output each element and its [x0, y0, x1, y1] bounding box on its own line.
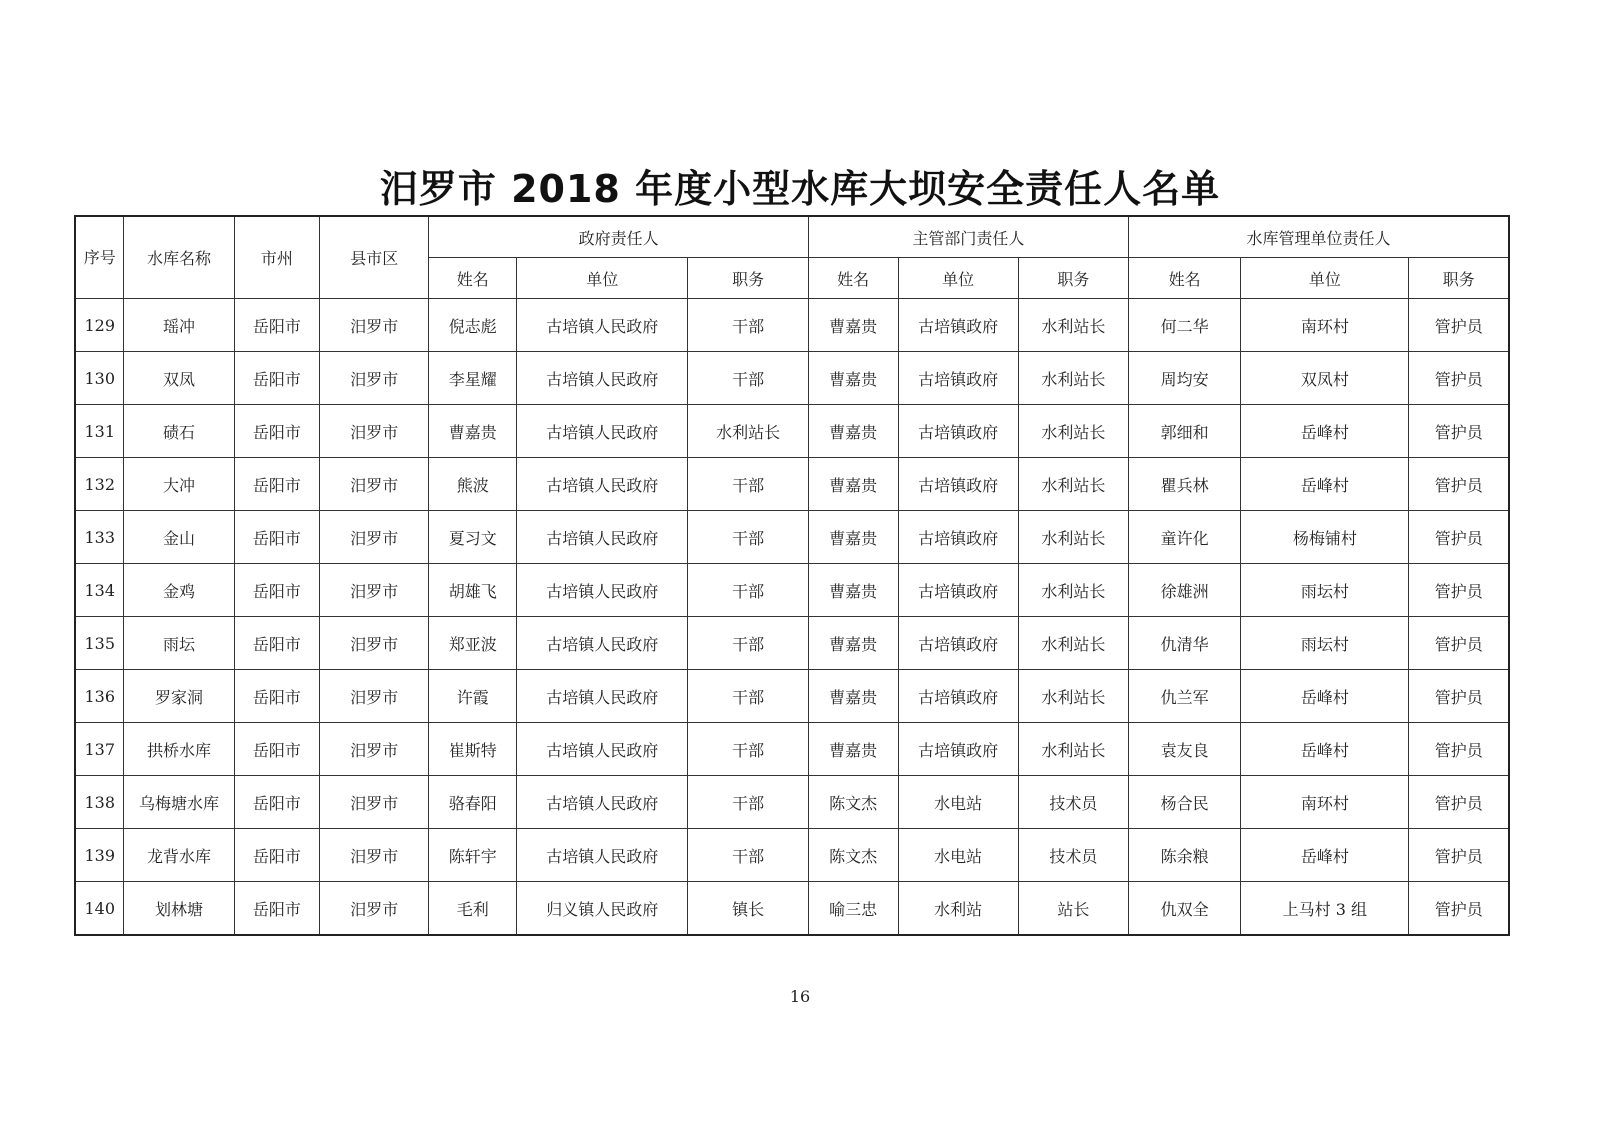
cell-seq: 135 — [75, 617, 124, 670]
cell-gov-name: 毛利 — [429, 882, 517, 936]
cell-gov-name: 夏习文 — [429, 511, 517, 564]
table-row — [75, 352, 1509, 405]
header-reservoir: 水库名称 — [124, 216, 234, 299]
cell-mgmt-unit: 岳峰村 — [1241, 723, 1409, 776]
cell-dept-position: 技术员 — [1018, 829, 1128, 882]
cell-mgmt-name: 瞿兵林 — [1129, 458, 1241, 511]
cell-seq: 134 — [75, 564, 124, 617]
cell-county: 汨罗市 — [320, 723, 429, 776]
cell-mgmt-name: 童许化 — [1129, 511, 1241, 564]
cell-reservoir-name: 划林塘 — [124, 882, 234, 936]
cell-city: 岳阳市 — [234, 829, 320, 882]
cell-gov-unit: 古培镇人民政府 — [517, 299, 688, 352]
cell-gov-position: 干部 — [688, 511, 808, 564]
table-body — [75, 299, 1509, 936]
cell-gov-unit: 归义镇人民政府 — [517, 882, 688, 936]
cell-city: 岳阳市 — [234, 617, 320, 670]
cell-gov-name: 骆春阳 — [429, 776, 517, 829]
cell-dept-unit: 古培镇政府 — [898, 723, 1018, 776]
cell-mgmt-position: 管护员 — [1409, 723, 1509, 776]
cell-city: 岳阳市 — [234, 670, 320, 723]
cell-mgmt-position: 管护员 — [1409, 617, 1509, 670]
cell-gov-unit: 古培镇人民政府 — [517, 723, 688, 776]
table-row — [75, 405, 1509, 458]
header-dept-unit: 单位 — [898, 258, 1018, 299]
cell-dept-name: 陈文杰 — [808, 829, 898, 882]
cell-dept-unit: 古培镇政府 — [898, 458, 1018, 511]
cell-county: 汨罗市 — [320, 617, 429, 670]
cell-mgmt-unit: 上马村 3 组 — [1241, 882, 1409, 936]
table-row — [75, 299, 1509, 352]
header-gov-position: 职务 — [688, 258, 808, 299]
cell-county: 汨罗市 — [320, 352, 429, 405]
cell-mgmt-position: 管护员 — [1409, 776, 1509, 829]
cell-mgmt-unit: 双凤村 — [1241, 352, 1409, 405]
header-row-1 — [75, 216, 1509, 258]
cell-reservoir-name: 大冲 — [124, 458, 234, 511]
cell-mgmt-position: 管护员 — [1409, 352, 1509, 405]
cell-gov-position: 干部 — [688, 299, 808, 352]
cell-seq: 137 — [75, 723, 124, 776]
cell-mgmt-unit: 岳峰村 — [1241, 458, 1409, 511]
cell-mgmt-unit: 南环村 — [1241, 299, 1409, 352]
cell-mgmt-name: 徐雄洲 — [1129, 564, 1241, 617]
table-row — [75, 829, 1509, 882]
cell-city: 岳阳市 — [234, 511, 320, 564]
cell-gov-name: 曹嘉贵 — [429, 405, 517, 458]
cell-seq: 130 — [75, 352, 124, 405]
cell-dept-name: 曹嘉贵 — [808, 564, 898, 617]
header-dept-position: 职务 — [1018, 258, 1128, 299]
cell-reservoir-name: 罗家洞 — [124, 670, 234, 723]
header-gov-name: 姓名 — [429, 258, 517, 299]
cell-gov-unit: 古培镇人民政府 — [517, 617, 688, 670]
cell-dept-unit: 古培镇政府 — [898, 299, 1018, 352]
cell-dept-name: 曹嘉贵 — [808, 458, 898, 511]
responsibility-table — [74, 215, 1510, 936]
cell-gov-unit: 古培镇人民政府 — [517, 405, 688, 458]
cell-mgmt-position: 管护员 — [1409, 511, 1509, 564]
cell-dept-unit: 水电站 — [898, 829, 1018, 882]
cell-mgmt-name: 陈余粮 — [1129, 829, 1241, 882]
cell-mgmt-unit: 岳峰村 — [1241, 829, 1409, 882]
cell-gov-name: 李星耀 — [429, 352, 517, 405]
header-mgmt-position: 职务 — [1409, 258, 1509, 299]
cell-dept-position: 水利站长 — [1018, 617, 1128, 670]
cell-dept-name: 陈文杰 — [808, 776, 898, 829]
cell-dept-name: 喻三忠 — [808, 882, 898, 936]
cell-gov-position: 干部 — [688, 352, 808, 405]
cell-mgmt-name: 何二华 — [1129, 299, 1241, 352]
cell-dept-position: 水利站长 — [1018, 564, 1128, 617]
table-row — [75, 511, 1509, 564]
cell-reservoir-name: 碛石 — [124, 405, 234, 458]
header-mgmt-unit: 单位 — [1241, 258, 1409, 299]
header-city: 市州 — [234, 216, 320, 299]
table-row — [75, 458, 1509, 511]
cell-reservoir-name: 瑶冲 — [124, 299, 234, 352]
cell-mgmt-position: 管护员 — [1409, 829, 1509, 882]
cell-county: 汨罗市 — [320, 882, 429, 936]
cell-county: 汨罗市 — [320, 405, 429, 458]
cell-mgmt-unit: 杨梅铺村 — [1241, 511, 1409, 564]
cell-gov-unit: 古培镇人民政府 — [517, 670, 688, 723]
cell-dept-name: 曹嘉贵 — [808, 511, 898, 564]
cell-mgmt-name: 郭细和 — [1129, 405, 1241, 458]
cell-city: 岳阳市 — [234, 458, 320, 511]
cell-gov-position: 干部 — [688, 670, 808, 723]
cell-mgmt-unit: 岳峰村 — [1241, 670, 1409, 723]
cell-reservoir-name: 龙背水库 — [124, 829, 234, 882]
header-gov-group: 政府责任人 — [429, 216, 808, 258]
cell-dept-unit: 古培镇政府 — [898, 670, 1018, 723]
cell-gov-unit: 古培镇人民政府 — [517, 564, 688, 617]
cell-seq: 139 — [75, 829, 124, 882]
cell-dept-position: 站长 — [1018, 882, 1128, 936]
cell-gov-unit: 古培镇人民政府 — [517, 829, 688, 882]
table-row — [75, 617, 1509, 670]
cell-mgmt-position: 管护员 — [1409, 405, 1509, 458]
cell-dept-name: 曹嘉贵 — [808, 617, 898, 670]
cell-gov-name: 倪志彪 — [429, 299, 517, 352]
cell-city: 岳阳市 — [234, 564, 320, 617]
header-mgmt-name: 姓名 — [1129, 258, 1241, 299]
cell-gov-name: 崔斯特 — [429, 723, 517, 776]
cell-reservoir-name: 雨坛 — [124, 617, 234, 670]
cell-dept-unit: 水电站 — [898, 776, 1018, 829]
cell-seq: 131 — [75, 405, 124, 458]
cell-mgmt-name: 袁友良 — [1129, 723, 1241, 776]
cell-dept-unit: 古培镇政府 — [898, 352, 1018, 405]
cell-mgmt-position: 管护员 — [1409, 299, 1509, 352]
cell-gov-name: 郑亚波 — [429, 617, 517, 670]
cell-gov-name: 陈轩宇 — [429, 829, 517, 882]
cell-city: 岳阳市 — [234, 299, 320, 352]
cell-dept-name: 曹嘉贵 — [808, 405, 898, 458]
cell-dept-name: 曹嘉贵 — [808, 723, 898, 776]
cell-reservoir-name: 拱桥水库 — [124, 723, 234, 776]
cell-mgmt-unit: 岳峰村 — [1241, 405, 1409, 458]
table-row — [75, 564, 1509, 617]
cell-seq: 129 — [75, 299, 124, 352]
cell-mgmt-name: 杨合民 — [1129, 776, 1241, 829]
cell-mgmt-position: 管护员 — [1409, 564, 1509, 617]
cell-reservoir-name: 金山 — [124, 511, 234, 564]
header-dept-group: 主管部门责任人 — [808, 216, 1128, 258]
cell-dept-position: 水利站长 — [1018, 723, 1128, 776]
cell-mgmt-name: 仇清华 — [1129, 617, 1241, 670]
header-county: 县市区 — [320, 216, 429, 299]
cell-city: 岳阳市 — [234, 405, 320, 458]
cell-mgmt-position: 管护员 — [1409, 882, 1509, 936]
cell-mgmt-unit: 雨坛村 — [1241, 617, 1409, 670]
table-row — [75, 882, 1509, 936]
cell-mgmt-unit: 雨坛村 — [1241, 564, 1409, 617]
cell-county: 汨罗市 — [320, 458, 429, 511]
cell-mgmt-position: 管护员 — [1409, 670, 1509, 723]
cell-mgmt-unit: 南环村 — [1241, 776, 1409, 829]
cell-gov-unit: 古培镇人民政府 — [517, 458, 688, 511]
cell-dept-unit: 古培镇政府 — [898, 617, 1018, 670]
cell-seq: 136 — [75, 670, 124, 723]
cell-county: 汨罗市 — [320, 670, 429, 723]
cell-county: 汨罗市 — [320, 511, 429, 564]
table-row — [75, 723, 1509, 776]
header-mgmt-group: 水库管理单位责任人 — [1129, 216, 1510, 258]
cell-dept-name: 曹嘉贵 — [808, 352, 898, 405]
cell-gov-name: 熊波 — [429, 458, 517, 511]
cell-reservoir-name: 双凤 — [124, 352, 234, 405]
table-row — [75, 670, 1509, 723]
cell-county: 汨罗市 — [320, 564, 429, 617]
cell-city: 岳阳市 — [234, 776, 320, 829]
cell-gov-position: 干部 — [688, 776, 808, 829]
header-dept-name: 姓名 — [808, 258, 898, 299]
cell-gov-unit: 古培镇人民政府 — [517, 511, 688, 564]
cell-seq: 133 — [75, 511, 124, 564]
header-seq: 序号 — [75, 216, 124, 299]
cell-dept-unit: 古培镇政府 — [898, 405, 1018, 458]
cell-gov-name: 许霞 — [429, 670, 517, 723]
cell-dept-position: 技术员 — [1018, 776, 1128, 829]
header-gov-unit: 单位 — [517, 258, 688, 299]
cell-city: 岳阳市 — [234, 723, 320, 776]
cell-seq: 138 — [75, 776, 124, 829]
cell-reservoir-name: 乌梅塘水库 — [124, 776, 234, 829]
cell-gov-position: 水利站长 — [688, 405, 808, 458]
cell-seq: 140 — [75, 882, 124, 936]
cell-dept-position: 水利站长 — [1018, 511, 1128, 564]
cell-county: 汨罗市 — [320, 829, 429, 882]
cell-gov-name: 胡雄飞 — [429, 564, 517, 617]
cell-gov-position: 干部 — [688, 458, 808, 511]
cell-mgmt-name: 仇兰军 — [1129, 670, 1241, 723]
cell-gov-position: 干部 — [688, 723, 808, 776]
cell-mgmt-name: 周均安 — [1129, 352, 1241, 405]
cell-gov-position: 干部 — [688, 564, 808, 617]
cell-mgmt-name: 仇双全 — [1129, 882, 1241, 936]
cell-dept-position: 水利站长 — [1018, 405, 1128, 458]
page-title: 汨罗市 2018 年度小型水库大坝安全责任人名单 — [379, 167, 1221, 211]
cell-county: 汨罗市 — [320, 299, 429, 352]
cell-reservoir-name: 金鸡 — [124, 564, 234, 617]
cell-city: 岳阳市 — [234, 882, 320, 936]
cell-city: 岳阳市 — [234, 352, 320, 405]
cell-mgmt-position: 管护员 — [1409, 458, 1509, 511]
cell-county: 汨罗市 — [320, 776, 429, 829]
cell-gov-position: 镇长 — [688, 882, 808, 936]
cell-dept-position: 水利站长 — [1018, 458, 1128, 511]
cell-dept-position: 水利站长 — [1018, 299, 1128, 352]
cell-gov-unit: 古培镇人民政府 — [517, 352, 688, 405]
cell-gov-unit: 古培镇人民政府 — [517, 776, 688, 829]
cell-dept-name: 曹嘉贵 — [808, 299, 898, 352]
cell-dept-position: 水利站长 — [1018, 670, 1128, 723]
cell-dept-unit: 古培镇政府 — [898, 511, 1018, 564]
cell-dept-unit: 水利站 — [898, 882, 1018, 936]
cell-seq: 132 — [75, 458, 124, 511]
cell-dept-name: 曹嘉贵 — [808, 670, 898, 723]
cell-dept-position: 水利站长 — [1018, 352, 1128, 405]
cell-gov-position: 干部 — [688, 829, 808, 882]
cell-gov-position: 干部 — [688, 617, 808, 670]
page-number: 16 — [789, 987, 811, 1006]
table-row — [75, 776, 1509, 829]
cell-dept-unit: 古培镇政府 — [898, 564, 1018, 617]
